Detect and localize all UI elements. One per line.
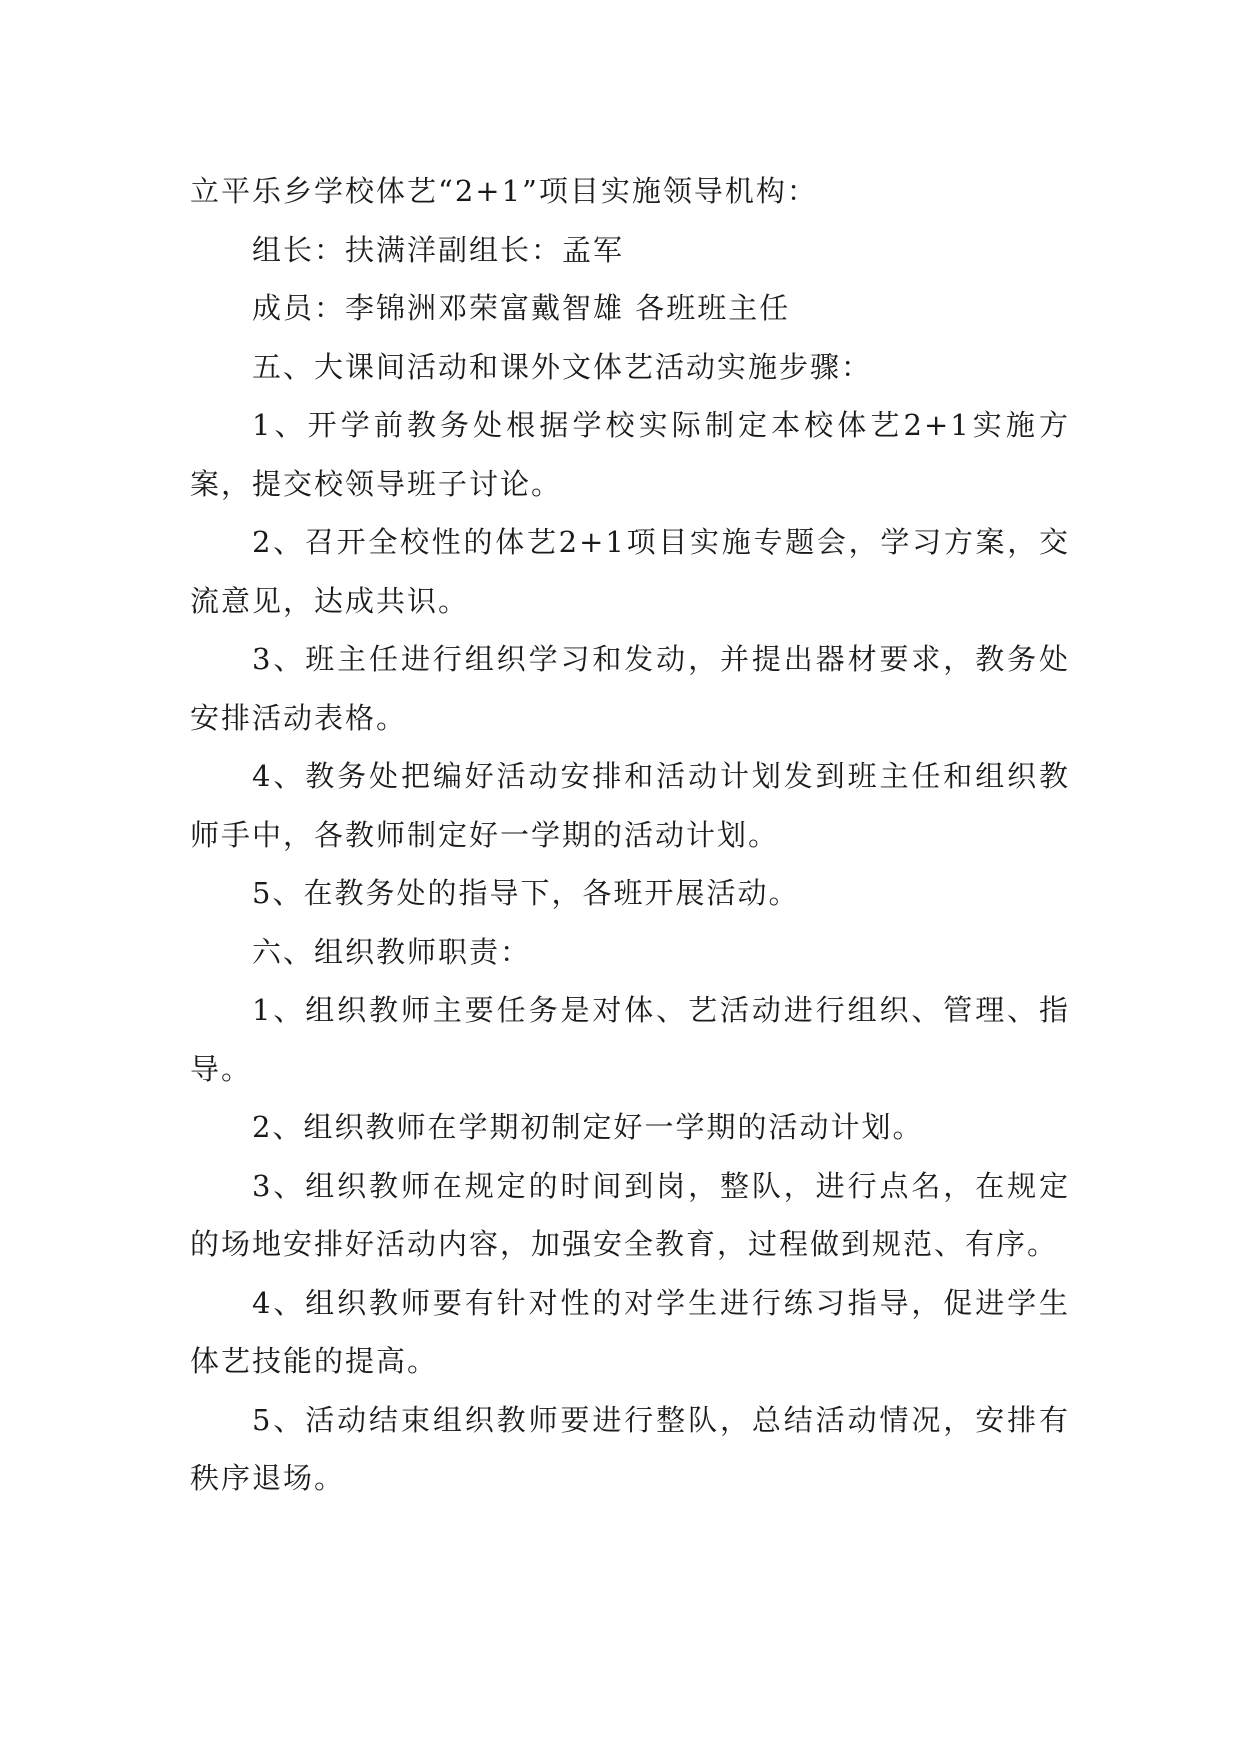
paragraph-members: 成员：李锦洲邓荣富戴智雄 各班班主任 xyxy=(252,291,791,325)
section-heading-teacher-duties: 六、组织教师职责： xyxy=(252,934,532,969)
document-body xyxy=(190,162,1070,1508)
duty-item: 4、组织教师要有针对性的对学生进行练习指导，促进学生体艺技能的提高。 xyxy=(190,1285,1070,1378)
step-item: 2、召开全校性的体艺2+1项目实施专题会，学习方案，交流意见，达成共识。 xyxy=(190,525,1070,618)
step-item: 5、在教务处的指导下，各班开展活动。 xyxy=(252,876,800,910)
duty-item: 2、组织教师在学期初制定好一学期的活动计划。 xyxy=(252,1110,924,1144)
duty-item: 3、组织教师在规定的时间到岗，整队，进行点名，在规定的场地安排好活动内容，加强安全教育，过程做到规范、有序。 xyxy=(190,1168,1070,1261)
duty-item: 5、活动结束组织教师要进行整队，总结活动情况，安排有秩序退场。 xyxy=(190,1402,1070,1495)
step-item: 3、班主任进行组织学习和发动，并提出器材要求，教务处安排活动表格。 xyxy=(190,642,1070,735)
paragraph-group-leaders: 组长：扶满洋副组长：孟军 xyxy=(252,232,625,267)
step-item: 1、开学前教务处根据学校实际制定本校体艺2+1实施方案，提交校领导班子讨论。 xyxy=(190,408,1070,501)
step-item: 4、教务处把编好活动安排和活动计划发到班主任和组织教师手中，各教师制定好一学期的活动计划。 xyxy=(190,759,1070,852)
duty-item: 1、组织教师主要任务是对体、艺活动进行组织、管理、指导。 xyxy=(190,993,1070,1086)
section-heading-implementation-steps: 五、大课间活动和课外文体艺活动实施步骤： xyxy=(252,349,873,384)
paragraph-leadership-heading: 立平乐乡学校体艺“2+1”项目实施领导机构： xyxy=(190,174,818,208)
